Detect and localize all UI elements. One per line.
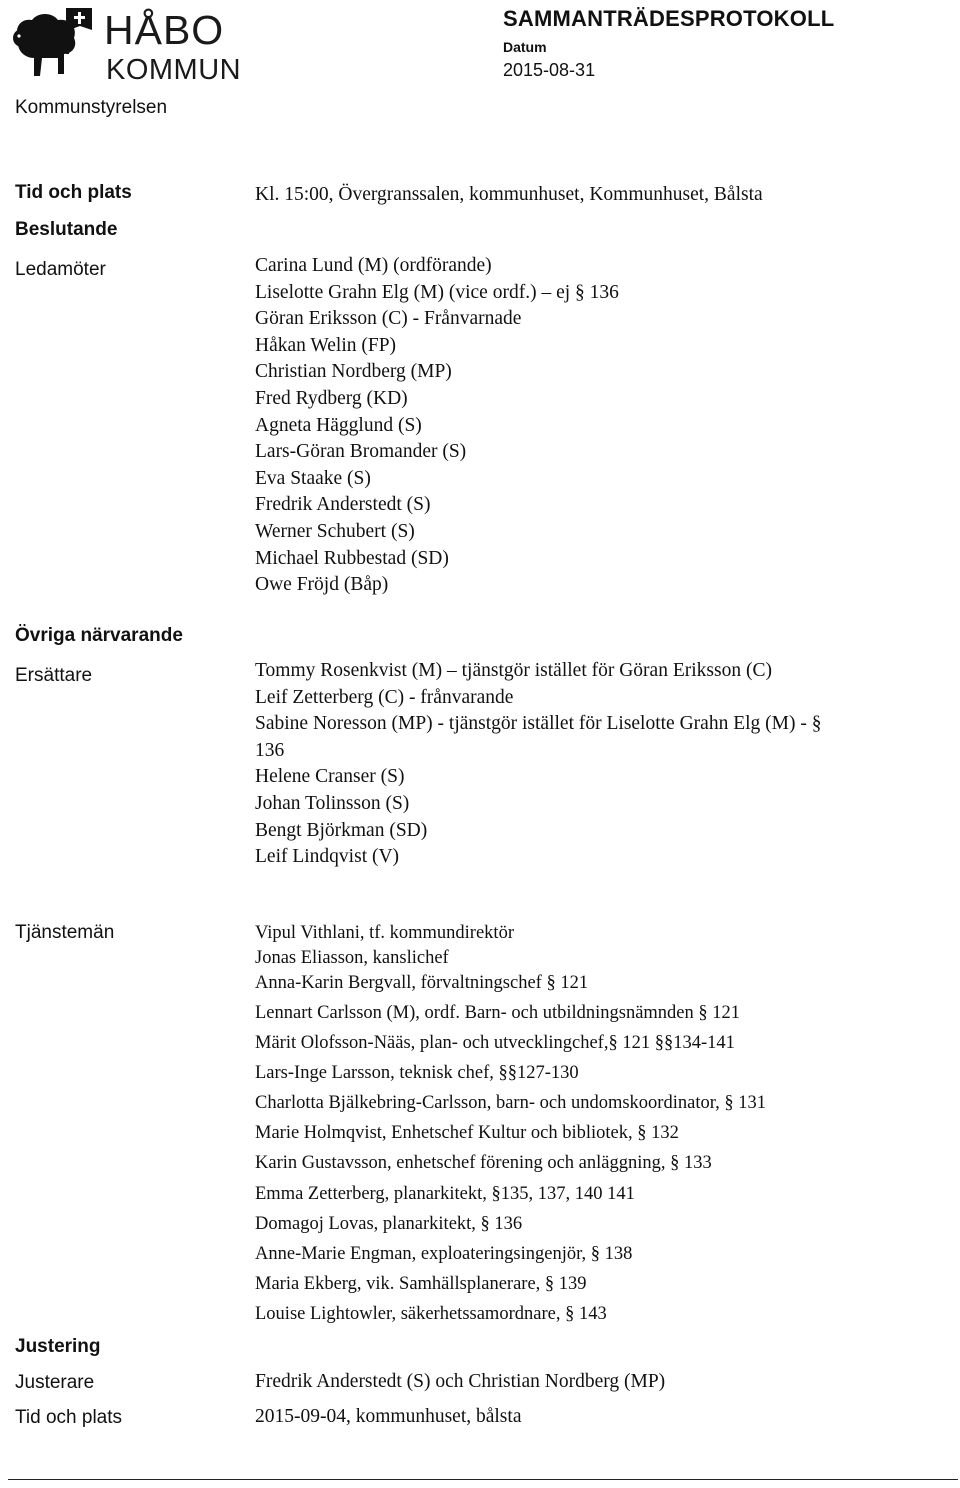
officials-label: Tjänstemän (15, 922, 115, 943)
substitute-item: Sabine Noresson (MP) - tjänstgör istället för Liselotte Grahn Elg (M) - § (255, 713, 822, 735)
member-item: Christian Nordberg (MP) (255, 361, 452, 383)
member-item: Agneta Hägglund (S) (255, 414, 422, 436)
substitutes-list (255, 658, 935, 871)
adjusting-time-place-value: 2015-09-04, kommunhuset, bålsta (255, 1406, 522, 1427)
substitute-item: Johan Tolinsson (S) (255, 792, 410, 814)
adjusters-label: Justerare (15, 1372, 95, 1393)
member-item: Göran Eriksson (C) - Frånvarnade (255, 308, 522, 330)
officials-list-continued (255, 998, 766, 1329)
deciding-heading: Beslutande (15, 219, 118, 240)
substitute-item: 136 (255, 739, 285, 761)
official-item: Anna-Karin Bergvall, förvaltningschef § 121 (255, 973, 589, 993)
official-item: Lennart Carlsson (M), ordf. Barn- och utbildningsnämnden § 121 (255, 1003, 741, 1023)
org-unit: Kommunstyrelsen (15, 97, 168, 118)
member-item: Håkan Welin (FP) (255, 334, 397, 356)
official-item: Karin Gustavsson, enhetschef förening och anläggning, § 133 (255, 1153, 712, 1174)
adjusters-value: Fredrik Anderstedt (S) och Christian Nordberg (MP) (255, 1371, 666, 1392)
logo-wordmark-kommun: KOMMUN (106, 54, 242, 86)
adjusting-heading: Justering (15, 1336, 101, 1357)
members-label: Ledamöter (15, 259, 106, 280)
date-label: Datum (503, 39, 547, 55)
date-value: 2015-08-31 (503, 60, 596, 80)
member-item: Lars-Göran Bromander (S) (255, 441, 467, 463)
member-item: Michael Rubbestad (SD) (255, 547, 449, 569)
habo-kommun-logo (8, 4, 240, 86)
official-item: Lars-Inge Larsson, teknisk chef, §§127-130 (255, 1063, 579, 1084)
substitute-item: Leif Lindqvist (V) (255, 846, 400, 868)
official-item: Domagoj Lovas, planarkitekt, § 136 (255, 1213, 523, 1234)
official-item: Jonas Eliasson, kanslichef (255, 948, 449, 968)
official-item: Anne-Marie Engman, exploateringsingenjör, § 138 (255, 1243, 633, 1264)
lamb-emblem-icon (8, 4, 94, 84)
member-item: Carina Lund (M) (ordförande) (255, 255, 492, 276)
substitute-item: Helene Cranser (S) (255, 766, 405, 788)
logo-wordmark-habo: HÅBO (104, 7, 225, 53)
officials-list (255, 921, 588, 996)
official-item: Emma Zetterberg, planarkitekt, §135, 137, 140 141 (255, 1183, 635, 1204)
substitute-item: Tommy Rosenkvist (M) – tjänstgör istället för Göran Eriksson (C) (255, 660, 772, 681)
member-item: Fredrik Anderstedt (S) (255, 494, 431, 516)
substitutes-label: Ersättare (15, 665, 93, 686)
footer-divider (8, 1479, 958, 1480)
substitute-item: Leif Zetterberg (C) - frånvarande (255, 686, 514, 708)
official-item: Marie Holmqvist, Enhetschef Kultur och bibliotek, § 132 (255, 1123, 679, 1144)
document-title: SAMMANTRÄDESPROTOKOLL (503, 6, 835, 31)
adjusting-time-place-label: Tid och plats (15, 1407, 123, 1428)
official-item: Vipul Vithlani, tf. kommundirektör (255, 923, 514, 943)
member-item: Fred Rydberg (KD) (255, 387, 408, 409)
official-item: Louise Lightowler, säkerhetssamordnare, § 143 (255, 1303, 607, 1324)
official-item: Märit Olofsson-Nääs, plan- och utvecklingchef,§ 121 §§134-141 (255, 1033, 735, 1054)
member-item: Owe Fröjd (Båp) (255, 574, 389, 596)
official-item: Charlotta Bjälkebring-Carlsson, barn- och undomskoordinator, § 131 (255, 1093, 766, 1114)
member-item: Eva Staake (S) (255, 467, 371, 489)
time-place-label: Tid och plats (15, 182, 132, 203)
member-item: Werner Schubert (S) (255, 520, 415, 542)
substitute-item: Bengt Björkman (SD) (255, 819, 428, 841)
official-item: Maria Ekberg, vik. Samhällsplanerare, § 139 (255, 1273, 587, 1294)
member-item: Liselotte Grahn Elg (M) (vice ordf.) – ej § 136 (255, 281, 619, 303)
time-place-value: Kl. 15:00, Övergranssalen, kommunhuset, Kommunhuset, Bålsta (255, 184, 763, 205)
others-present-heading: Övriga närvarande (15, 625, 183, 646)
members-list (255, 253, 619, 599)
